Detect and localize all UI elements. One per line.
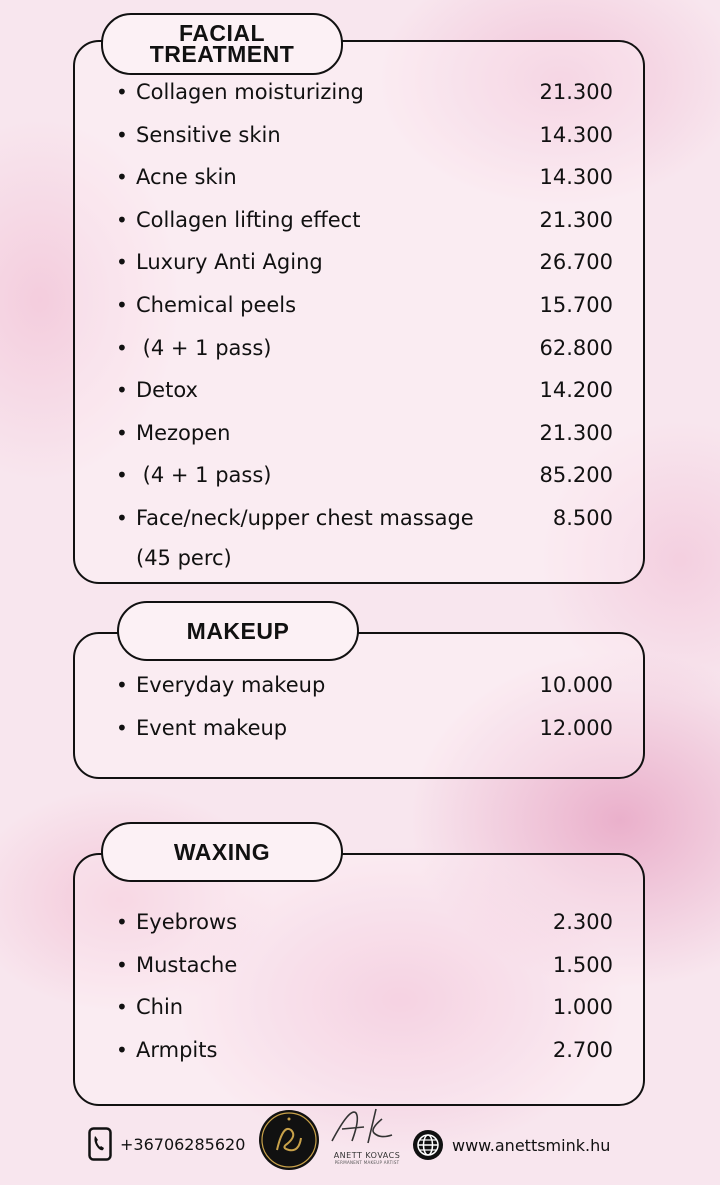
logo-name: ANETT KOVACS [333,1151,401,1160]
bullet-point: • [116,293,128,317]
service-label: Mezopen [136,420,231,445]
bullet-point: • [116,506,128,530]
service-price: 15.700 [539,293,613,317]
service-price: 21.300 [539,80,613,104]
waxing-item-row [116,907,613,937]
bullet-point: • [116,207,128,232]
service-label: Face/neck/upper chest massage [136,506,474,530]
bullet-point: • [116,122,128,147]
service-price: 85.200 [539,463,613,488]
service-name [116,910,237,934]
service-price: 10.000 [539,673,613,697]
service-price: 2.700 [552,1038,613,1063]
bullet-point: • [116,335,128,360]
service-name [116,421,230,445]
service-name [116,378,198,402]
service-label: Eyebrows [136,910,238,934]
service-price: 2.300 [552,910,613,934]
facial-item-row [116,290,613,320]
signature-monogram [322,1105,412,1145]
service-label: Sensitive skin [136,122,281,147]
makeup-item-row [116,670,613,700]
facial-item-continuation: (45 perc) [136,546,232,570]
bullet-point: • [116,420,128,445]
phone-number[interactable]: +36706285620 [120,1134,246,1154]
bullet-point: • [116,910,128,934]
footer-website[interactable] [412,1129,610,1161]
bullet-point: • [116,1038,128,1063]
service-name [116,716,287,740]
makeup-title: MAKEUP [117,601,359,661]
service-label: Collagen moisturizing [136,80,364,104]
waxing-item-row [116,992,613,1022]
facial-title-line2: TREATMENT [149,41,295,67]
bullet-point: • [116,715,128,740]
service-label: (4 + 1 pass) [136,335,272,360]
facial-item-row [116,333,613,363]
globe-icon [412,1129,444,1161]
service-name [116,953,237,977]
service-name [116,673,325,697]
website-link[interactable]: www.anettsmink.hu [452,1135,611,1155]
facial-item-row [116,77,613,107]
phone-icon [88,1127,112,1161]
service-label: Chemical peels [136,293,297,317]
service-price: 1.000 [552,995,613,1020]
waxing-title: WAXING [101,822,343,882]
facial-item-row [116,162,613,192]
service-price: 14.300 [539,122,613,147]
service-label: (4 + 1 pass) [136,463,272,488]
service-name [116,506,474,530]
logo-subtitle: PERMANENT MAKEUP ARTIST [334,1160,400,1165]
service-price: 14.200 [539,378,613,403]
service-name [116,995,183,1019]
service-price: 8.500 [552,506,613,530]
service-label: Acne skin [136,165,237,190]
service-name [116,1038,217,1062]
facial-item-row [116,247,613,277]
facial-title-line1: FACIAL [178,20,266,46]
bullet-point: • [116,463,128,488]
bullet-point: • [116,250,128,275]
footer-phone[interactable] [88,1127,245,1161]
service-label: Mustache [136,952,238,977]
service-price: 12.000 [539,715,613,740]
facial-item-row [116,460,613,490]
bullet-point: • [116,165,128,190]
facial-item-row [116,375,613,405]
makeup-item-row [116,713,613,743]
facial-item-row [116,503,613,533]
service-price: 26.700 [539,250,613,275]
service-price: 14.300 [539,165,613,190]
waxing-item-row [116,950,613,980]
service-name [116,208,360,232]
service-label: Chin [136,995,184,1020]
service-price: 21.300 [539,207,613,232]
service-name [116,165,237,189]
waxing-item-row [116,1035,613,1065]
facial-item-row [116,418,613,448]
service-price: 21.300 [539,420,613,445]
service-name [116,250,323,274]
brand-logo-circle [259,1110,319,1170]
service-label: Luxury Anti Aging [136,250,323,275]
brand-logo-text [322,1105,412,1167]
service-price: 1.500 [552,952,613,977]
service-name [116,80,364,104]
bullet-point: • [116,673,128,697]
service-label: Collagen lifting effect [136,207,361,232]
facial-item-row [116,205,613,235]
bullet-point: • [116,80,128,104]
service-name [116,463,272,487]
service-label: Everyday makeup [136,673,326,697]
service-name [116,123,281,147]
bullet-point: • [116,378,128,403]
facial-item-row [116,120,613,150]
facial-treatment-title [101,13,343,75]
service-name [116,293,296,317]
service-label: Detox [136,378,198,403]
service-name [116,336,272,360]
bullet-point: • [116,952,128,977]
service-label: Event makeup [136,715,288,740]
service-label: Armpits [136,1038,218,1063]
bullet-point: • [116,995,128,1020]
service-price: 62.800 [539,335,613,360]
